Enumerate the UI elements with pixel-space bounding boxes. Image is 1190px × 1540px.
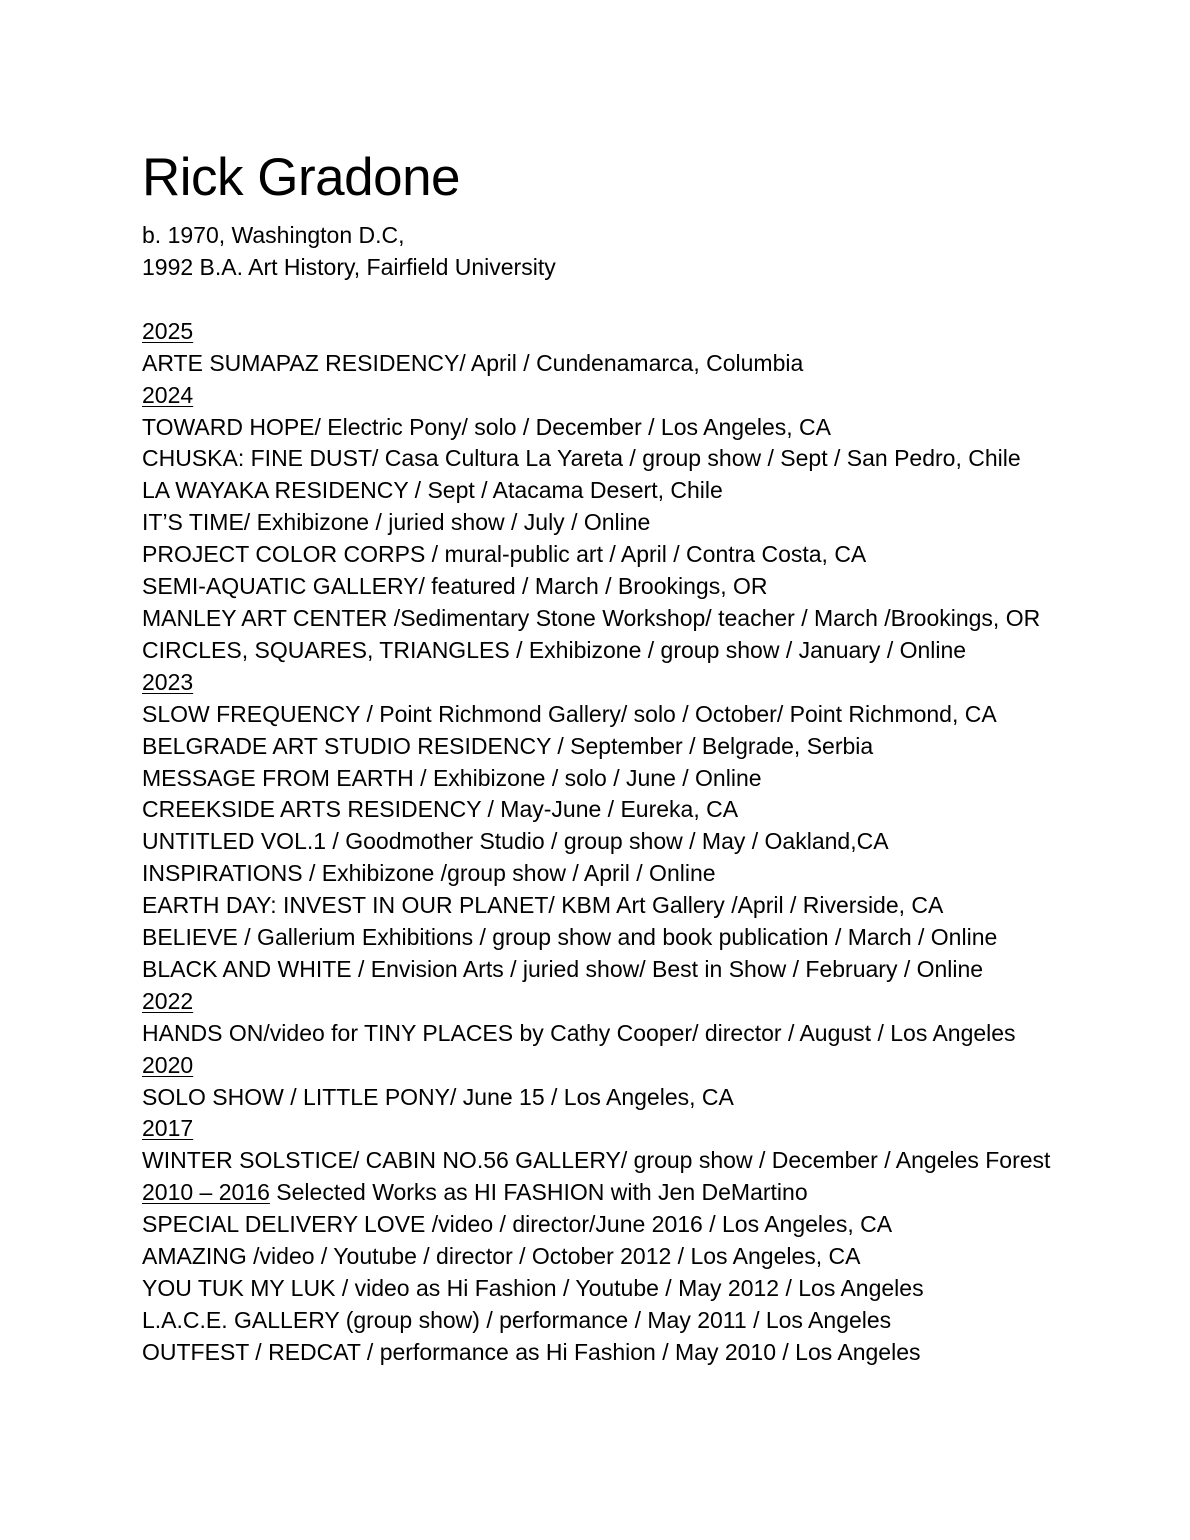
- cv-entry: SOLO SHOW / LITTLE PONY/ June 15 / Los Angeles, CA: [142, 1083, 734, 1110]
- year-heading: [142, 316, 1102, 348]
- cv-entry: INSPIRATIONS / Exhibizone /group show / April / Online: [142, 860, 716, 887]
- cv-entry: ARTE SUMAPAZ RESIDENCY/ April / Cundenamarca, Columbia: [142, 349, 804, 376]
- artist-name: Rick Gradone: [142, 148, 461, 207]
- cv-entry: BLACK AND WHITE / Envision Arts / juried show/ Best in Show / February / Online: [142, 955, 984, 982]
- bio-block: [142, 220, 1102, 284]
- year-heading: [142, 380, 1102, 412]
- cv-entry: SPECIAL DELIVERY LOVE /video / director/June 2016 / Los Angeles, CA: [142, 1211, 893, 1238]
- cv-entry: SEMI-AQUATIC GALLERY/ featured / March / Brookings, OR: [142, 573, 768, 600]
- cv-entry: PROJECT COLOR CORPS / mural-public art / April / Contra Costa, CA: [142, 541, 867, 568]
- cv-entry: HANDS ON/video for TINY PLACES by Cathy Cooper/ director / August / Los Angeles: [142, 1019, 1016, 1046]
- year-note: Selected Works as HI FASHION with Jen DeMartino: [269, 1179, 808, 1206]
- year-heading: [142, 1050, 1102, 1082]
- year-label: 2017: [142, 1115, 194, 1142]
- year-label: 2022: [142, 987, 194, 1014]
- education-info: 1992 B.A. Art History, Fairfield University: [142, 253, 556, 280]
- year-label: 2010 – 2016: [142, 1179, 270, 1206]
- cv-entry: BELIEVE / Gallerium Exhibitions / group show and book publication / March / Online: [142, 924, 998, 951]
- cv-entry: LA WAYAKA RESIDENCY / Sept / Atacama Desert, Chile: [142, 477, 723, 504]
- cv-entry: CIRCLES, SQUARES, TRIANGLES / Exhibizone / group show / January / Online: [142, 636, 967, 663]
- cv-entry: OUTFEST / REDCAT / performance as Hi Fashion / May 2010 / Los Angeles: [142, 1338, 921, 1365]
- cv-entry: CHUSKA: FINE DUST/ Casa Cultura La Yareta / group show / Sept / San Pedro, Chile: [142, 445, 1021, 472]
- birth-info: b. 1970, Washington D.C,: [142, 222, 405, 248]
- cv-entry: UNTITLED VOL.1 / Goodmother Studio / group show / May / Oakland,CA: [142, 828, 889, 855]
- cv-entry: AMAZING /video / Youtube / director / October 2012 / Los Angeles, CA: [142, 1243, 861, 1270]
- year-heading: [142, 1113, 1102, 1145]
- cv-entry: WINTER SOLSTICE/ CABIN NO.56 GALLERY/ group show / December / Angeles Forest: [142, 1147, 1051, 1174]
- cv-entry: TOWARD HOPE/ Electric Pony/ solo / December / Los Angeles, CA: [142, 413, 831, 440]
- year-label: 2020: [142, 1051, 194, 1078]
- cv-entry: YOU TUK MY LUK / video as Hi Fashion / Youtube / May 2012 / Los Angeles: [142, 1275, 924, 1301]
- cv-entry: MANLEY ART CENTER /Sedimentary Stone Workshop/ teacher / March /Brookings, OR: [142, 604, 1041, 631]
- year-heading: [142, 1177, 1102, 1209]
- exhibition-list: [142, 316, 1102, 1369]
- cv-entry: EARTH DAY: INVEST IN OUR PLANET/ KBM Art Gallery /April / Riverside, CA: [142, 892, 944, 919]
- cv-entry: IT’S TIME/ Exhibizone / juried show / July / Online: [142, 509, 651, 536]
- cv-entry: SLOW FREQUENCY / Point Richmond Gallery/ solo / October/ Point Richmond, CA: [142, 700, 997, 727]
- cv-entry: CREEKSIDE ARTS RESIDENCY / May-June / Eureka, CA: [142, 796, 739, 823]
- year-label: 2023: [142, 668, 194, 695]
- cv-entry: BELGRADE ART STUDIO RESIDENCY / September / Belgrade, Serbia: [142, 732, 874, 759]
- year-label: 2024: [142, 381, 194, 408]
- cv-entry: L.A.C.E. GALLERY (group show) / performance / May 2011 / Los Angeles: [142, 1306, 892, 1333]
- year-heading: [142, 986, 1102, 1018]
- year-label: 2025: [142, 317, 194, 344]
- cv-page: [142, 146, 1102, 1369]
- year-heading: [142, 667, 1102, 699]
- cv-entry: MESSAGE FROM EARTH / Exhibizone / solo / June / Online: [142, 764, 762, 791]
